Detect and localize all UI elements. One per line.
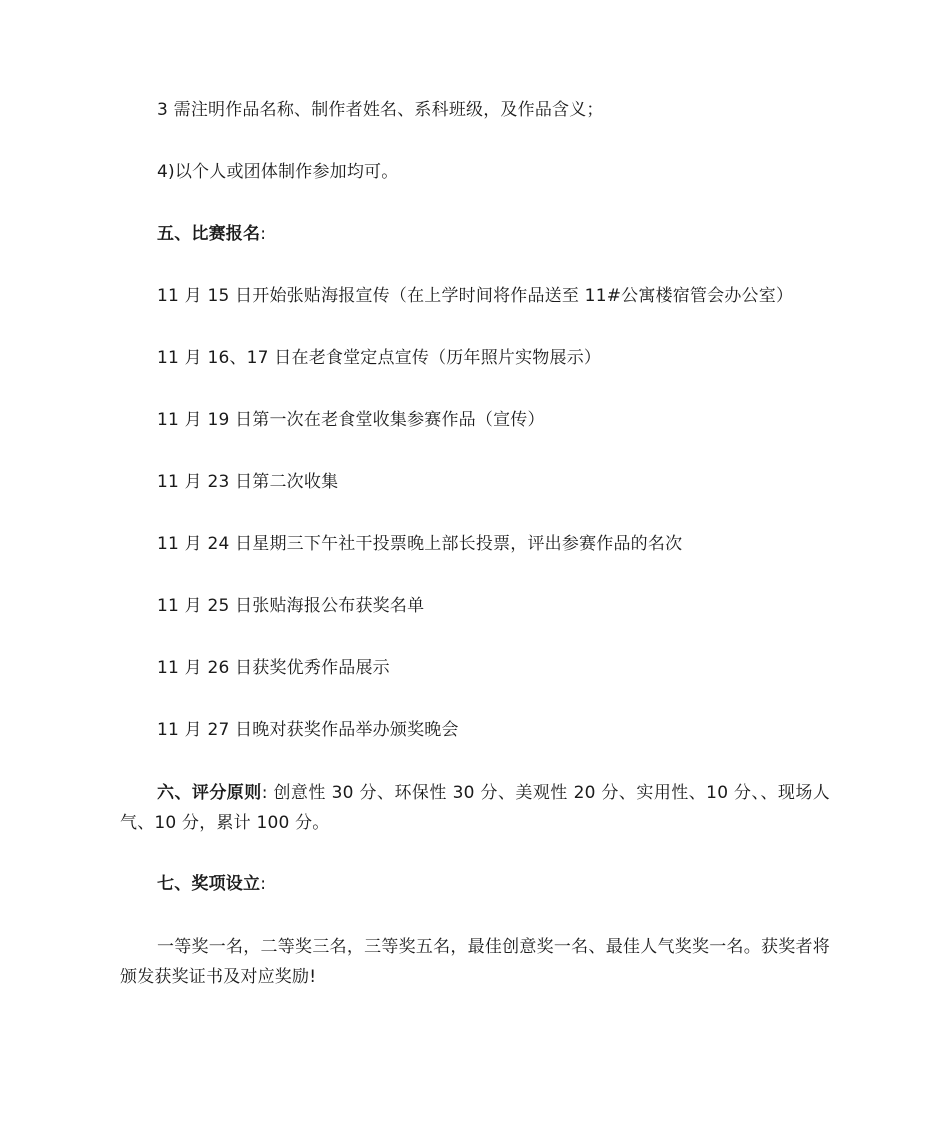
schedule-item: 11 月 24 日星期三下午社干投票晚上部长投票，评出参赛作品的名次 [157,534,683,554]
section-heading-registration [157,223,266,245]
requirement-item-3: 3 需注明作品名称、制作者姓名、系科班级，及作品含义； [157,100,604,120]
awards-heading: 七、奖项设立 [157,874,261,894]
registration-heading: 五、比赛报名 [157,224,261,244]
schedule-item: 11 月 25 日张贴海报公布获奖名单 [157,596,425,616]
scoring-heading: 六、评分原则 [157,783,262,803]
scoring-text: : 创意性 30 分、环保性 30 分、美观性 20 分、实用性、10 分、、现场人气、10 分，累计 100 分。 [120,783,830,833]
schedule-item: 11 月 23 日第二次收集 [157,472,339,492]
awards-paragraph: 一等奖一名，二等奖三名，三等奖五名，最佳创意奖一名、最佳人气奖奖一名。获奖者将颁发获奖证书及对应奖励! [120,937,830,987]
schedule-item: 11 月 26 日获奖优秀作品展示 [157,658,390,678]
registration-heading-colon: : [260,224,267,244]
schedule-item: 11 月 27 日晚对获奖作品举办颁奖晚会 [157,720,459,740]
schedule-item: 11 月 19 日第一次在老食堂收集参赛作品（宣传） [157,410,545,430]
scoring-paragraph [120,778,830,838]
schedule-item: 11 月 15 日开始张贴海报宣传（在上学时间将作品送至 11#公寓楼宿管会办公室） [157,286,794,306]
awards-heading-colon: : [260,874,267,894]
section-heading-awards [157,873,266,895]
schedule-item: 11 月 16、17 日在老食堂定点宣传（历年照片实物展示） [157,348,602,368]
requirement-item-4: 4)以个人或团体制作参加均可。 [157,162,399,182]
